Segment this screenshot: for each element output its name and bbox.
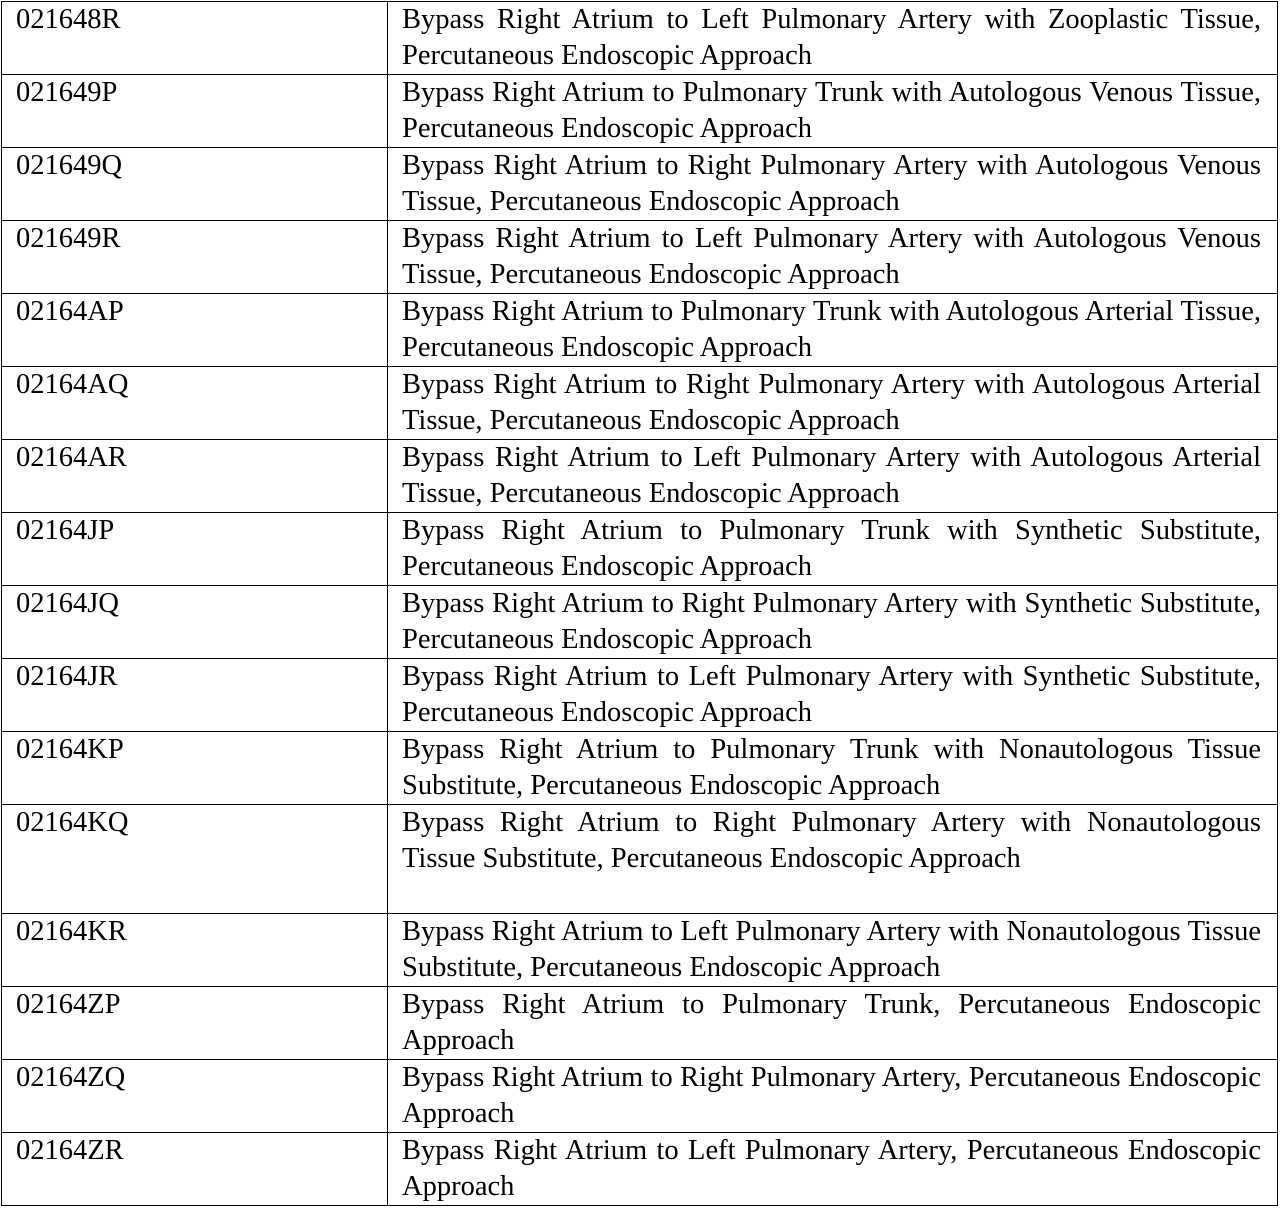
code-cell: 02164JQ: [2, 586, 388, 659]
description-cell: Bypass Right Atrium to Left Pulmonary Artery with Synthetic Substitute, Percutaneous Endoscopic Approach: [388, 659, 1278, 732]
code-cell: 02164ZR: [2, 1133, 388, 1206]
description-cell: Bypass Right Atrium to Pulmonary Trunk with Autologous Arterial Tissue, Percutaneous Endoscopic Approach: [388, 294, 1278, 367]
description-cell: Bypass Right Atrium to Right Pulmonary Artery, Percutaneous Endoscopic Approach: [388, 1060, 1278, 1133]
table-row: [2, 221, 1278, 294]
table-row: [2, 586, 1278, 659]
description-cell: Bypass Right Atrium to Left Pulmonary Artery with Autologous Venous Tissue, Percutaneous Endoscopic Approach: [388, 221, 1278, 294]
table-row: [2, 805, 1278, 914]
description-cell: Bypass Right Atrium to Pulmonary Trunk, Percutaneous Endoscopic Approach: [388, 987, 1278, 1060]
table-row: [2, 732, 1278, 805]
code-cell: 02164ZP: [2, 987, 388, 1060]
code-cell: 02164AQ: [2, 367, 388, 440]
description-cell: Bypass Right Atrium to Left Pulmonary Artery with Nonautologous Tissue Substitute, Percutaneous Endoscopic Approach: [388, 914, 1278, 987]
table-row: [2, 148, 1278, 221]
table-row: [2, 294, 1278, 367]
table-row: [2, 75, 1278, 148]
table-row: [2, 1060, 1278, 1133]
code-cell: 021649Q: [2, 148, 388, 221]
description-cell: Bypass Right Atrium to Right Pulmonary Artery with Nonautologous Tissue Substitute, Percutaneous Endoscopic Approach: [388, 805, 1278, 914]
code-cell: 02164KP: [2, 732, 388, 805]
description-cell: Bypass Right Atrium to Right Pulmonary Artery with Synthetic Substitute, Percutaneous Endoscopic Approach: [388, 586, 1278, 659]
description-cell: Bypass Right Atrium to Left Pulmonary Artery, Percutaneous Endoscopic Approach: [388, 1133, 1278, 1206]
table-row: [2, 367, 1278, 440]
code-cell: 02164JP: [2, 513, 388, 586]
table-row: [2, 513, 1278, 586]
code-cell: 02164ZQ: [2, 1060, 388, 1133]
code-cell: 02164KR: [2, 914, 388, 987]
code-cell: 02164KQ: [2, 805, 388, 914]
table-row: [2, 987, 1278, 1060]
table-row: [2, 1133, 1278, 1206]
description-cell: Bypass Right Atrium to Pulmonary Trunk with Autologous Venous Tissue, Percutaneous Endoscopic Approach: [388, 75, 1278, 148]
table-row: [2, 659, 1278, 732]
code-cell: 02164JR: [2, 659, 388, 732]
description-cell: Bypass Right Atrium to Left Pulmonary Artery with Zooplastic Tissue, Percutaneous Endoscopic Approach: [388, 2, 1278, 75]
table-body: [2, 2, 1278, 1206]
table-row: [2, 2, 1278, 75]
code-cell: 021649P: [2, 75, 388, 148]
code-cell: 021649R: [2, 221, 388, 294]
code-cell: 021648R: [2, 2, 388, 75]
procedure-code-table: [1, 1, 1278, 1206]
description-cell: Bypass Right Atrium to Left Pulmonary Artery with Autologous Arterial Tissue, Percutaneous Endoscopic Approach: [388, 440, 1278, 513]
table-row: [2, 914, 1278, 987]
description-cell: Bypass Right Atrium to Pulmonary Trunk with Nonautologous Tissue Substitute, Percutaneous Endoscopic Approach: [388, 732, 1278, 805]
description-cell: Bypass Right Atrium to Pulmonary Trunk with Synthetic Substitute, Percutaneous Endoscopic Approach: [388, 513, 1278, 586]
description-cell: Bypass Right Atrium to Right Pulmonary Artery with Autologous Venous Tissue, Percutaneous Endoscopic Approach: [388, 148, 1278, 221]
table-row: [2, 440, 1278, 513]
code-cell: 02164AP: [2, 294, 388, 367]
description-cell: Bypass Right Atrium to Right Pulmonary Artery with Autologous Arterial Tissue, Percutaneous Endoscopic Approach: [388, 367, 1278, 440]
code-cell: 02164AR: [2, 440, 388, 513]
